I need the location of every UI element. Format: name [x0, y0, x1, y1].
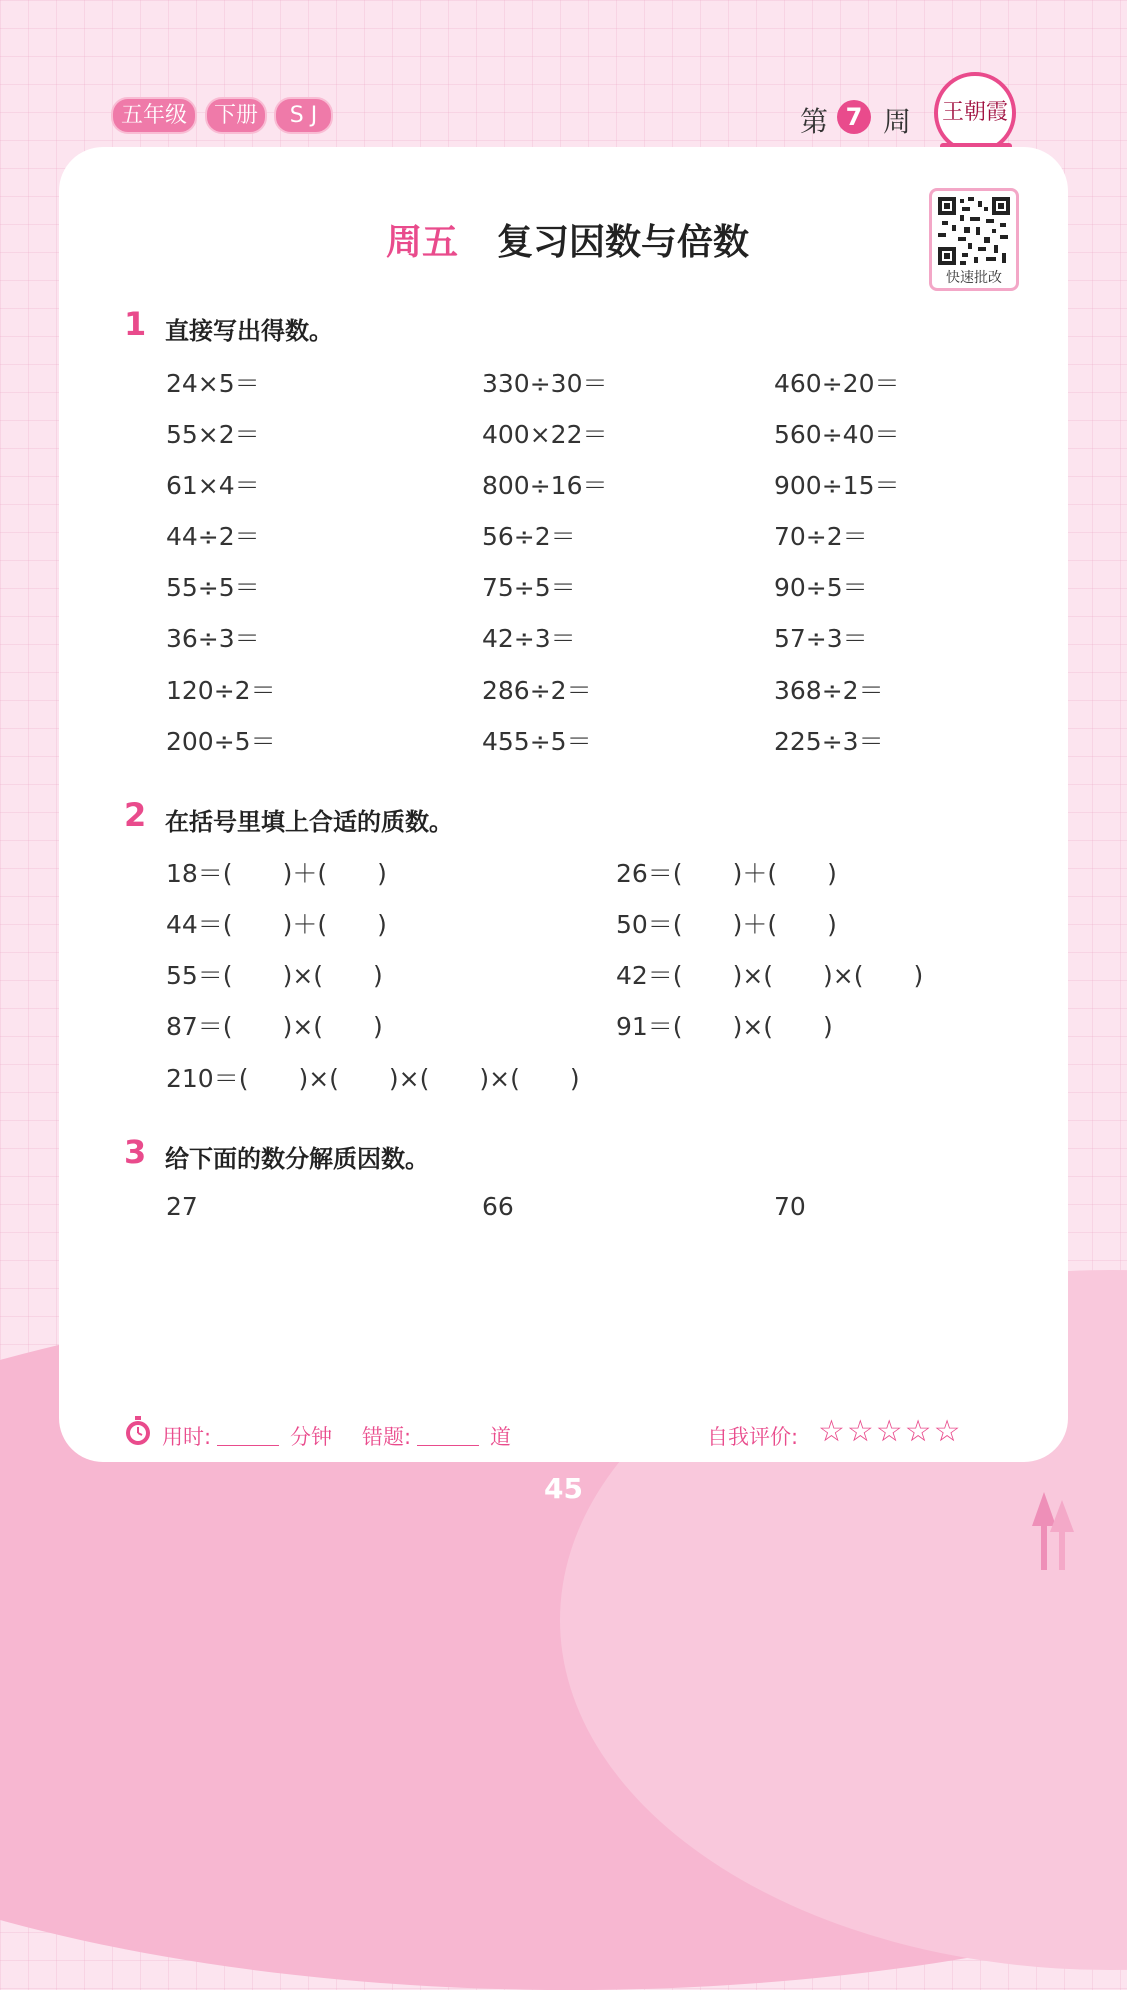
arrow-decoration-icon	[1030, 1492, 1076, 1570]
section-instruction: 给下面的数分解质因数。	[165, 1145, 429, 1173]
equation: 44÷2＝	[166, 522, 260, 551]
equation: 560÷40＝	[774, 420, 900, 449]
equation: 75÷5＝	[482, 573, 576, 602]
equation: 800÷16＝	[482, 471, 608, 500]
grade-tag: 五年级	[111, 97, 197, 134]
errors-label: 错题:	[362, 1425, 412, 1449]
week-number-badge: 7	[837, 100, 871, 134]
logo-text: 王朝霞	[941, 100, 1008, 125]
equation: 455÷5＝	[482, 727, 592, 756]
equation: 24×5＝	[166, 369, 260, 398]
equation: 70÷2＝	[774, 522, 868, 551]
equation: 57÷3＝	[774, 624, 868, 653]
section-instruction: 在括号里填上合适的质数。	[165, 808, 453, 836]
qr-code-icon	[938, 197, 1010, 265]
section-number: 3	[124, 1133, 147, 1171]
fill-in-equation: 26＝( )＋( )	[616, 859, 837, 888]
equation: 90÷5＝	[774, 573, 868, 602]
equation: 225÷3＝	[774, 727, 884, 756]
time-label: 用时:	[162, 1425, 212, 1449]
stopwatch-icon	[124, 1416, 152, 1446]
equation: 400×22＝	[482, 420, 608, 449]
factor-number: 27	[166, 1192, 198, 1221]
equation: 36÷3＝	[166, 624, 260, 653]
topic-title: 复习因数与倍数	[497, 222, 750, 263]
section-number: 1	[124, 305, 147, 343]
edition-tag: S J	[274, 97, 333, 134]
page-number: 45	[544, 1472, 583, 1505]
equation: 200÷5＝	[166, 727, 276, 756]
volume-tag: 下册	[205, 97, 267, 134]
equation: 56÷2＝	[482, 522, 576, 551]
equation: 42÷3＝	[482, 624, 576, 653]
equation: 55÷5＝	[166, 573, 260, 602]
equation: 55×2＝	[166, 420, 260, 449]
minute-label: 分钟	[290, 1425, 332, 1449]
fill-in-equation: 91＝( )×( )	[616, 1012, 833, 1041]
errors-blank[interactable]	[417, 1421, 479, 1446]
fill-in-equation: 50＝( )＋( )	[616, 910, 837, 939]
fill-in-equation: 210＝( )×( )×( )×( )	[166, 1064, 580, 1093]
factor-number: 66	[482, 1192, 514, 1221]
day-title: 周五	[386, 222, 459, 263]
factor-number: 70	[774, 1192, 806, 1221]
qr-code-box[interactable]	[929, 188, 1019, 291]
self-eval-label: 自我评价:	[707, 1425, 799, 1449]
section-number: 2	[124, 796, 147, 834]
qr-label: 快速批改	[946, 270, 1002, 286]
equation: 330÷30＝	[482, 369, 608, 398]
equation: 460÷20＝	[774, 369, 900, 398]
fill-in-equation: 44＝( )＋( )	[166, 910, 387, 939]
equation: 368÷2＝	[774, 676, 884, 705]
equation: 900÷15＝	[774, 471, 900, 500]
fill-in-equation: 87＝( )×( )	[166, 1012, 383, 1041]
equation: 286÷2＝	[482, 676, 592, 705]
rating-stars[interactable]: ☆☆☆☆☆	[818, 1414, 963, 1449]
section-instruction: 直接写出得数。	[165, 317, 333, 345]
time-blank[interactable]	[217, 1421, 279, 1446]
week-suffix: 周	[883, 105, 912, 138]
equation: 120÷2＝	[166, 676, 276, 705]
equation: 61×4＝	[166, 471, 260, 500]
week-prefix: 第	[800, 105, 829, 138]
brand-logo	[934, 72, 1016, 154]
fill-in-equation: 42＝( )×( )×( )	[616, 961, 924, 990]
fill-in-equation: 18＝( )＋( )	[166, 859, 387, 888]
errors-unit: 道	[490, 1425, 511, 1449]
fill-in-equation: 55＝( )×( )	[166, 961, 383, 990]
